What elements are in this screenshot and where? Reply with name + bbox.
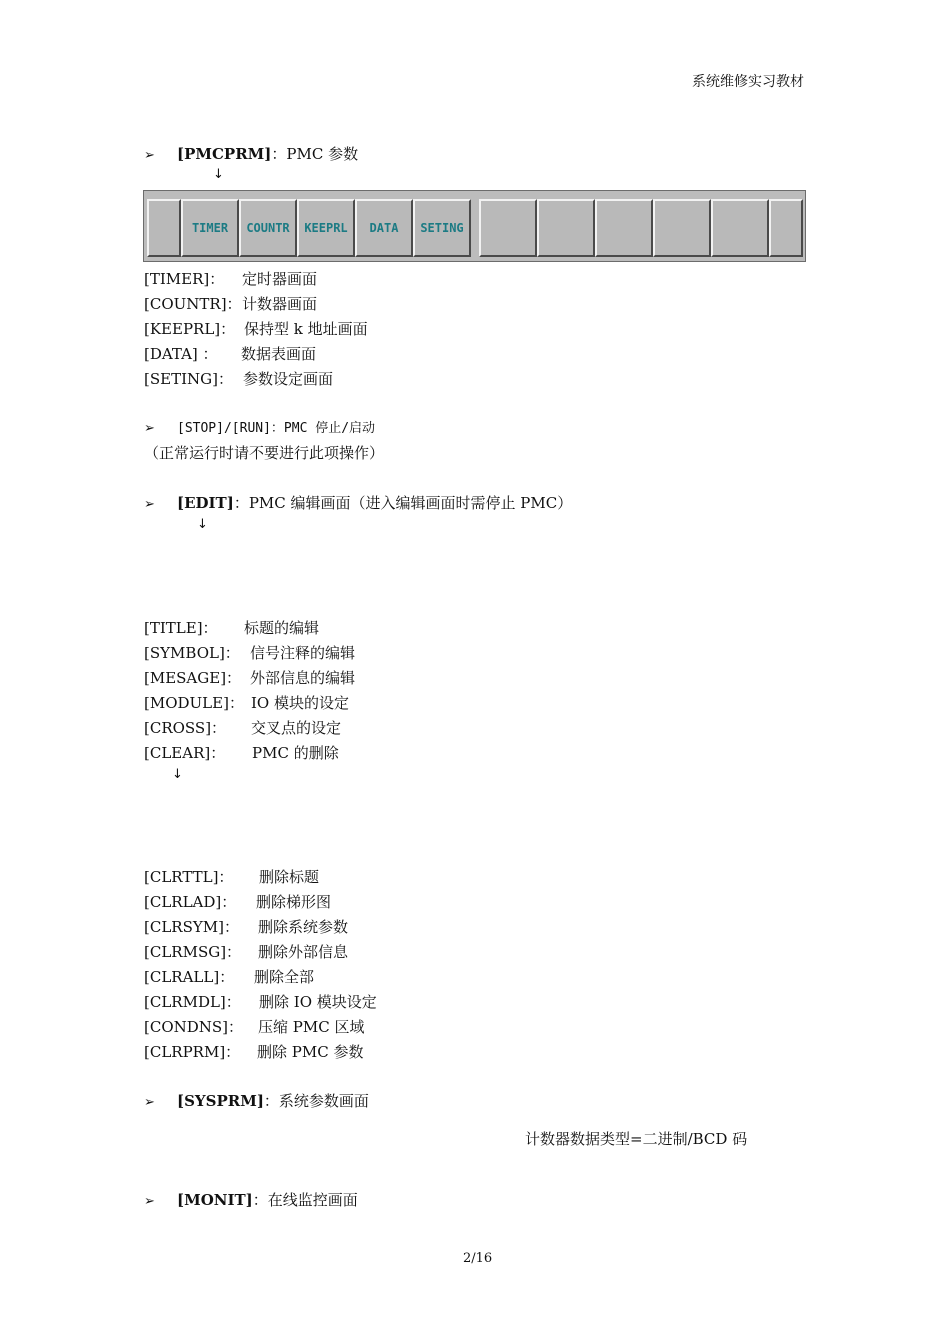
item-key: [CLRMSG]： xyxy=(144,943,242,961)
item-desc: 参数设定画面 xyxy=(243,370,334,388)
item-key: [DATA] ： xyxy=(144,345,218,363)
item-desc: 信号注释的编辑 xyxy=(250,644,356,662)
section-edit xyxy=(144,492,572,513)
item-desc: 计数器画面 xyxy=(242,295,318,313)
item-key: [KEEPRL]： xyxy=(144,320,236,338)
stoprun-key: [STOP]/[RUN] xyxy=(177,421,271,436)
softkey-timer[interactable]: TIMER xyxy=(181,199,239,257)
item-desc: PMC 的删除 xyxy=(252,744,339,762)
item-key: [CONDNS]： xyxy=(144,1018,244,1036)
softkey-countr[interactable]: COUNTR xyxy=(239,199,297,257)
item-key: [CROSS]： xyxy=(144,719,227,737)
pmcprm-key: [PMCPRM] xyxy=(177,145,272,163)
item-desc: 删除梯形图 xyxy=(256,893,332,911)
item-key: [SETING]： xyxy=(144,370,233,388)
item-key: [CLEAR]： xyxy=(144,744,226,762)
softkey-left-return[interactable] xyxy=(147,199,181,257)
item-key: [MODULE]： xyxy=(144,694,244,712)
item-key: [CLRTTL]： xyxy=(144,868,234,886)
running-header: 系统维修实习教材 xyxy=(692,74,804,90)
item-key: [CLRMDL]： xyxy=(144,993,241,1011)
item-desc: IO 模块的设定 xyxy=(251,694,349,712)
item-desc: 压缩 PMC 区域 xyxy=(258,1018,365,1036)
item-desc: 删除 IO 模块设定 xyxy=(259,993,377,1011)
item-desc: 删除标题 xyxy=(259,868,320,886)
softkey-data[interactable]: DATA xyxy=(355,199,413,257)
sysprm-key: [SYSPRM] xyxy=(177,1092,264,1110)
bullet-icon: ➢ xyxy=(144,421,155,436)
softkey-keeprl[interactable]: KEEPRL xyxy=(297,199,355,257)
sysprm-desc: ：系统参数画面 xyxy=(263,1092,369,1110)
section-pmcprm xyxy=(144,143,358,164)
item-key: [CLRALL]： xyxy=(144,968,235,986)
pmcprm-desc: ：PMC 参数 xyxy=(271,145,359,163)
item-desc: 删除 PMC 参数 xyxy=(257,1043,364,1061)
item-desc: 定时器画面 xyxy=(242,270,318,288)
item-key: [CLRSYM]： xyxy=(144,918,239,936)
bullet-icon: ➢ xyxy=(144,1194,155,1209)
item-desc: 删除外部信息 xyxy=(258,943,349,961)
item-desc: 删除全部 xyxy=(254,968,315,986)
softkey-bar xyxy=(143,190,806,262)
softkey-empty[interactable] xyxy=(653,199,711,257)
item-key: [SYMBOL]： xyxy=(144,644,240,662)
softkey-empty[interactable] xyxy=(537,199,595,257)
sysprm-caption: 计数器数据类型=二进制/BCD 码 xyxy=(525,1130,748,1148)
section-stoprun xyxy=(144,417,375,436)
softkey-right-next[interactable] xyxy=(769,199,803,257)
item-key: [TITLE]： xyxy=(144,619,218,637)
item-key: [TIMER]： xyxy=(144,270,225,288)
item-desc: 删除系统参数 xyxy=(258,918,349,936)
stoprun-desc: ：PMC 停止/启动 xyxy=(270,421,376,436)
item-key: [CLRLAD]： xyxy=(144,893,237,911)
page-number: 2/16 xyxy=(463,1251,493,1266)
item-key: [CLRPRM]： xyxy=(144,1043,241,1061)
bullet-icon: ➢ xyxy=(144,1095,155,1110)
softkey-empty[interactable] xyxy=(479,199,537,257)
item-desc: 标题的编辑 xyxy=(244,619,320,637)
stoprun-note: （正常运行时请不要进行此项操作） xyxy=(144,444,385,462)
item-desc: 保持型 k 地址画面 xyxy=(244,320,368,338)
down-arrow-icon: ↓ xyxy=(172,767,183,782)
section-monit xyxy=(144,1189,358,1210)
item-desc: 交叉点的设定 xyxy=(251,719,342,737)
softkey-empty[interactable] xyxy=(711,199,769,257)
down-arrow-icon: ↓ xyxy=(197,517,208,532)
item-desc: 外部信息的编辑 xyxy=(250,669,356,687)
softkey-empty[interactable] xyxy=(595,199,653,257)
monit-desc: ：在线监控画面 xyxy=(252,1191,358,1209)
section-sysprm xyxy=(144,1090,369,1111)
item-key: [MESAGE]： xyxy=(144,669,242,687)
monit-key: [MONIT] xyxy=(177,1191,253,1209)
edit-key: [EDIT] xyxy=(177,494,234,512)
softkey-seting[interactable]: SETING xyxy=(413,199,471,257)
bullet-icon: ➢ xyxy=(144,497,155,512)
down-arrow-icon: ↓ xyxy=(213,167,224,182)
item-key: [COUNTR]： xyxy=(144,295,242,313)
bullet-icon: ➢ xyxy=(144,148,155,163)
item-desc: 数据表画面 xyxy=(241,345,317,363)
edit-desc: ：PMC 编辑画面（进入编辑画面时需停止 PMC） xyxy=(233,494,573,512)
